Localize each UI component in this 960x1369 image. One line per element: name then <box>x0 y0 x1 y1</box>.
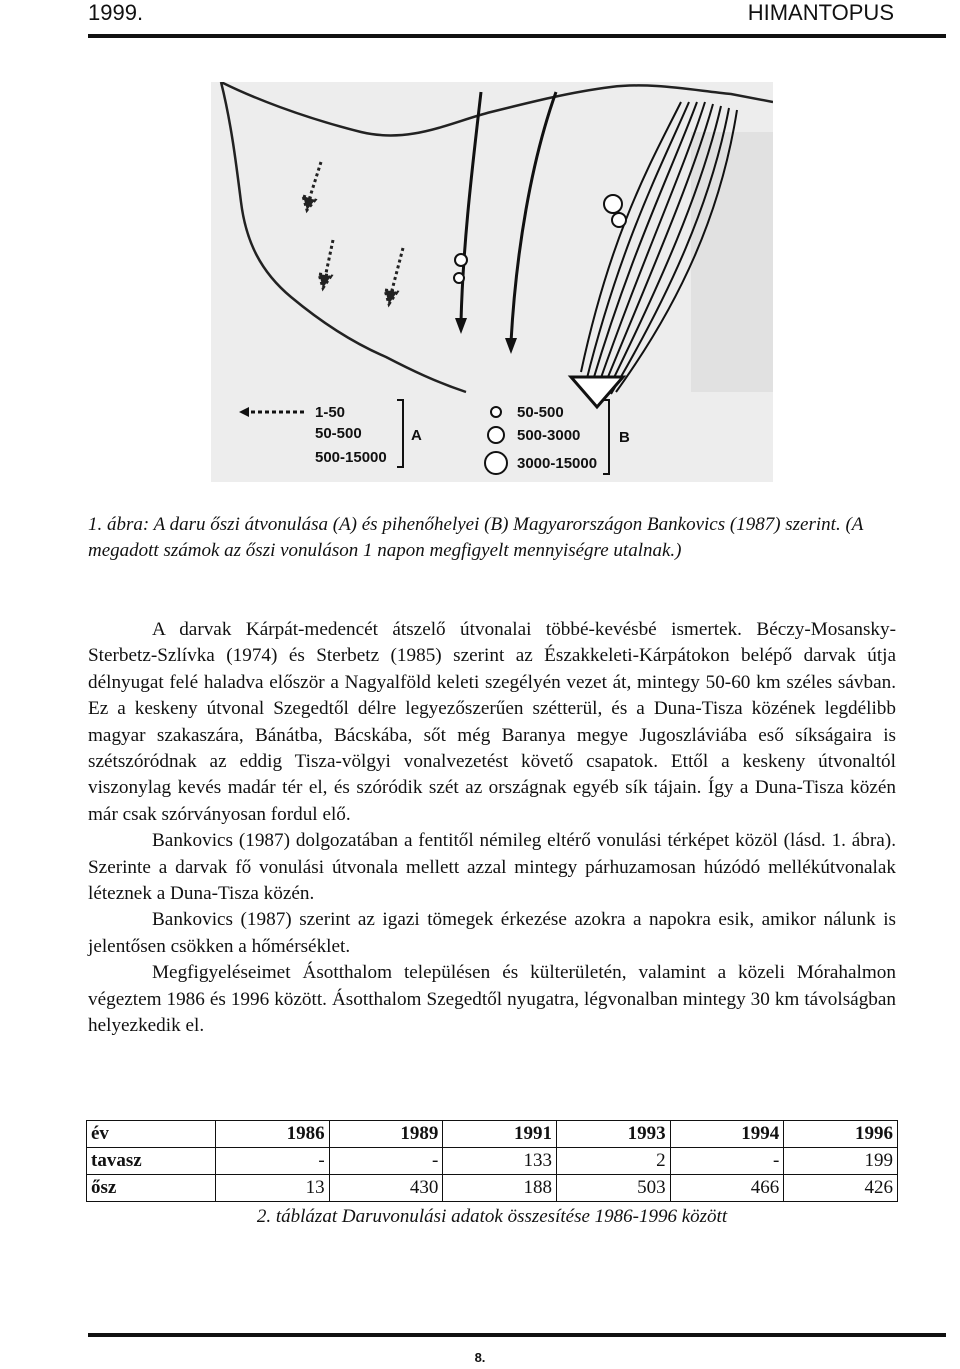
table-cell: - <box>329 1148 443 1175</box>
legend-b <box>485 400 630 474</box>
table-cell: 466 <box>670 1175 784 1202</box>
table-cell: ősz <box>87 1175 216 1202</box>
table-row <box>87 1175 898 1202</box>
legend-a-label: A <box>411 427 422 444</box>
legend-a-row-1: 1-50 <box>315 404 346 421</box>
legend-b-label: B <box>619 429 630 446</box>
table-cell: 188 <box>443 1175 557 1202</box>
paragraph: A darvak Kárpát-medencét átszelő útvonalai többé-kevésbé ismertek. Béczy-Mosansky-Sterbetz-Szlívka (1974) és Sterbetz (1985) szerint az Északkeleti-Kárpátokon belépő darvak útja délnyugat felé haladva először a Nagyalföld keleti szegélyén vezet át, mintegy 50-60 km széles sávban. Ez a keskeny útvonal Szegedtől délre legyezőszerűen szétterül, és a Duna-Tisza közének legdélibb magyar szakaszára, Bánátba, Bácskába, sőt még Baranya megye Jugoszláviába eső síkságaira is szétszóródnak az eddig Tisza-völgyi vonalvezetést követő csapatok. Ettől a keskeny útvonaltól viszonylag kevés madár tér el, és szóródik szét az országnak egyéb sík tájain. Így a Duna-Tisza közén már csak szórványosan fordul elő. <box>88 619 896 825</box>
header-year: 1999. <box>88 0 144 25</box>
table-cell: - <box>670 1148 784 1175</box>
table-header-cell: 1989 <box>329 1121 443 1148</box>
legend-a <box>239 400 422 467</box>
table-header-cell: 1993 <box>556 1121 670 1148</box>
crane-migration-table <box>86 1120 898 1202</box>
legend-b-row-3: 3000-15000 <box>517 455 598 472</box>
table-cell: tavasz <box>87 1148 216 1175</box>
table-cell: 503 <box>556 1175 670 1202</box>
table-cell: 2 <box>556 1148 670 1175</box>
legend-a-row-3: 500-15000 <box>315 449 387 466</box>
article-body <box>88 617 896 1040</box>
table-cell: 133 <box>443 1148 557 1175</box>
table-cell: 199 <box>784 1148 898 1175</box>
paragraph: Bankovics (1987) dolgozatában a fentitől némileg eltérő vonulási térképet közöl (lásd. 1. ábra). Szerinte a darvak fő vonulási útvonala mellett azzal mintegy párhuzamosan húzódó mellékútvonalak léteznek a Duna-Tisza közén. <box>88 830 896 905</box>
table-header-cell: 1996 <box>784 1121 898 1148</box>
table-cell: 430 <box>329 1175 443 1202</box>
footer-rule <box>88 1333 946 1337</box>
paragraph: Bankovics (1987) szerint az igazi tömegek érkezése azokra a napokra esik, amikor nálunk is jelentősen csökken a hőmérséklet. <box>88 909 896 957</box>
migration-map-figure <box>211 82 773 482</box>
roost-circles <box>454 195 626 283</box>
paragraph: Megfigyeléseimet Ásotthalom településen és külterületén, valamint a közeli Mórahalmon végeztem 1986 és 1996 között. Ásotthalom Szegedtől nyugatra, légvonalban mintegy 30 km távolságban helyezkedik el. <box>88 962 896 1037</box>
table-cell: 13 <box>216 1175 330 1202</box>
legend-b-row-1: 50-500 <box>517 404 564 421</box>
page-header <box>88 0 894 34</box>
table-header-cell: 1986 <box>216 1121 330 1148</box>
header-rule <box>88 34 946 38</box>
table-caption: 2. táblázat Daruvonulási adatok összesítése 1986-1996 között <box>256 1206 728 1227</box>
table-header-cell: 1991 <box>443 1121 557 1148</box>
table-cell: - <box>216 1148 330 1175</box>
route-arrows-a <box>303 162 403 304</box>
header-journal: HIMANTOPUS <box>747 0 894 25</box>
figure-caption: 1. ábra: A daru őszi átvonulása (A) és pihenőhelyei (B) Magyarországon Bankovics (1987) szerint. (A megadott számok az őszi vonuláson 1 napon megfigyelt mennyiségre utalnak.) <box>88 514 864 561</box>
route-b-arrowhead <box>571 377 623 407</box>
page-number: 8. <box>474 1350 486 1365</box>
route-arrows-main <box>461 92 556 342</box>
table-header-cell: 1994 <box>670 1121 784 1148</box>
table-header-cell: év <box>87 1121 216 1148</box>
migration-map <box>211 82 773 482</box>
table-cell: 426 <box>784 1175 898 1202</box>
legend-b-row-2: 500-3000 <box>517 427 581 444</box>
legend-a-row-2: 50-500 <box>315 425 362 442</box>
table-row <box>87 1148 898 1175</box>
table-header-row <box>87 1121 898 1148</box>
